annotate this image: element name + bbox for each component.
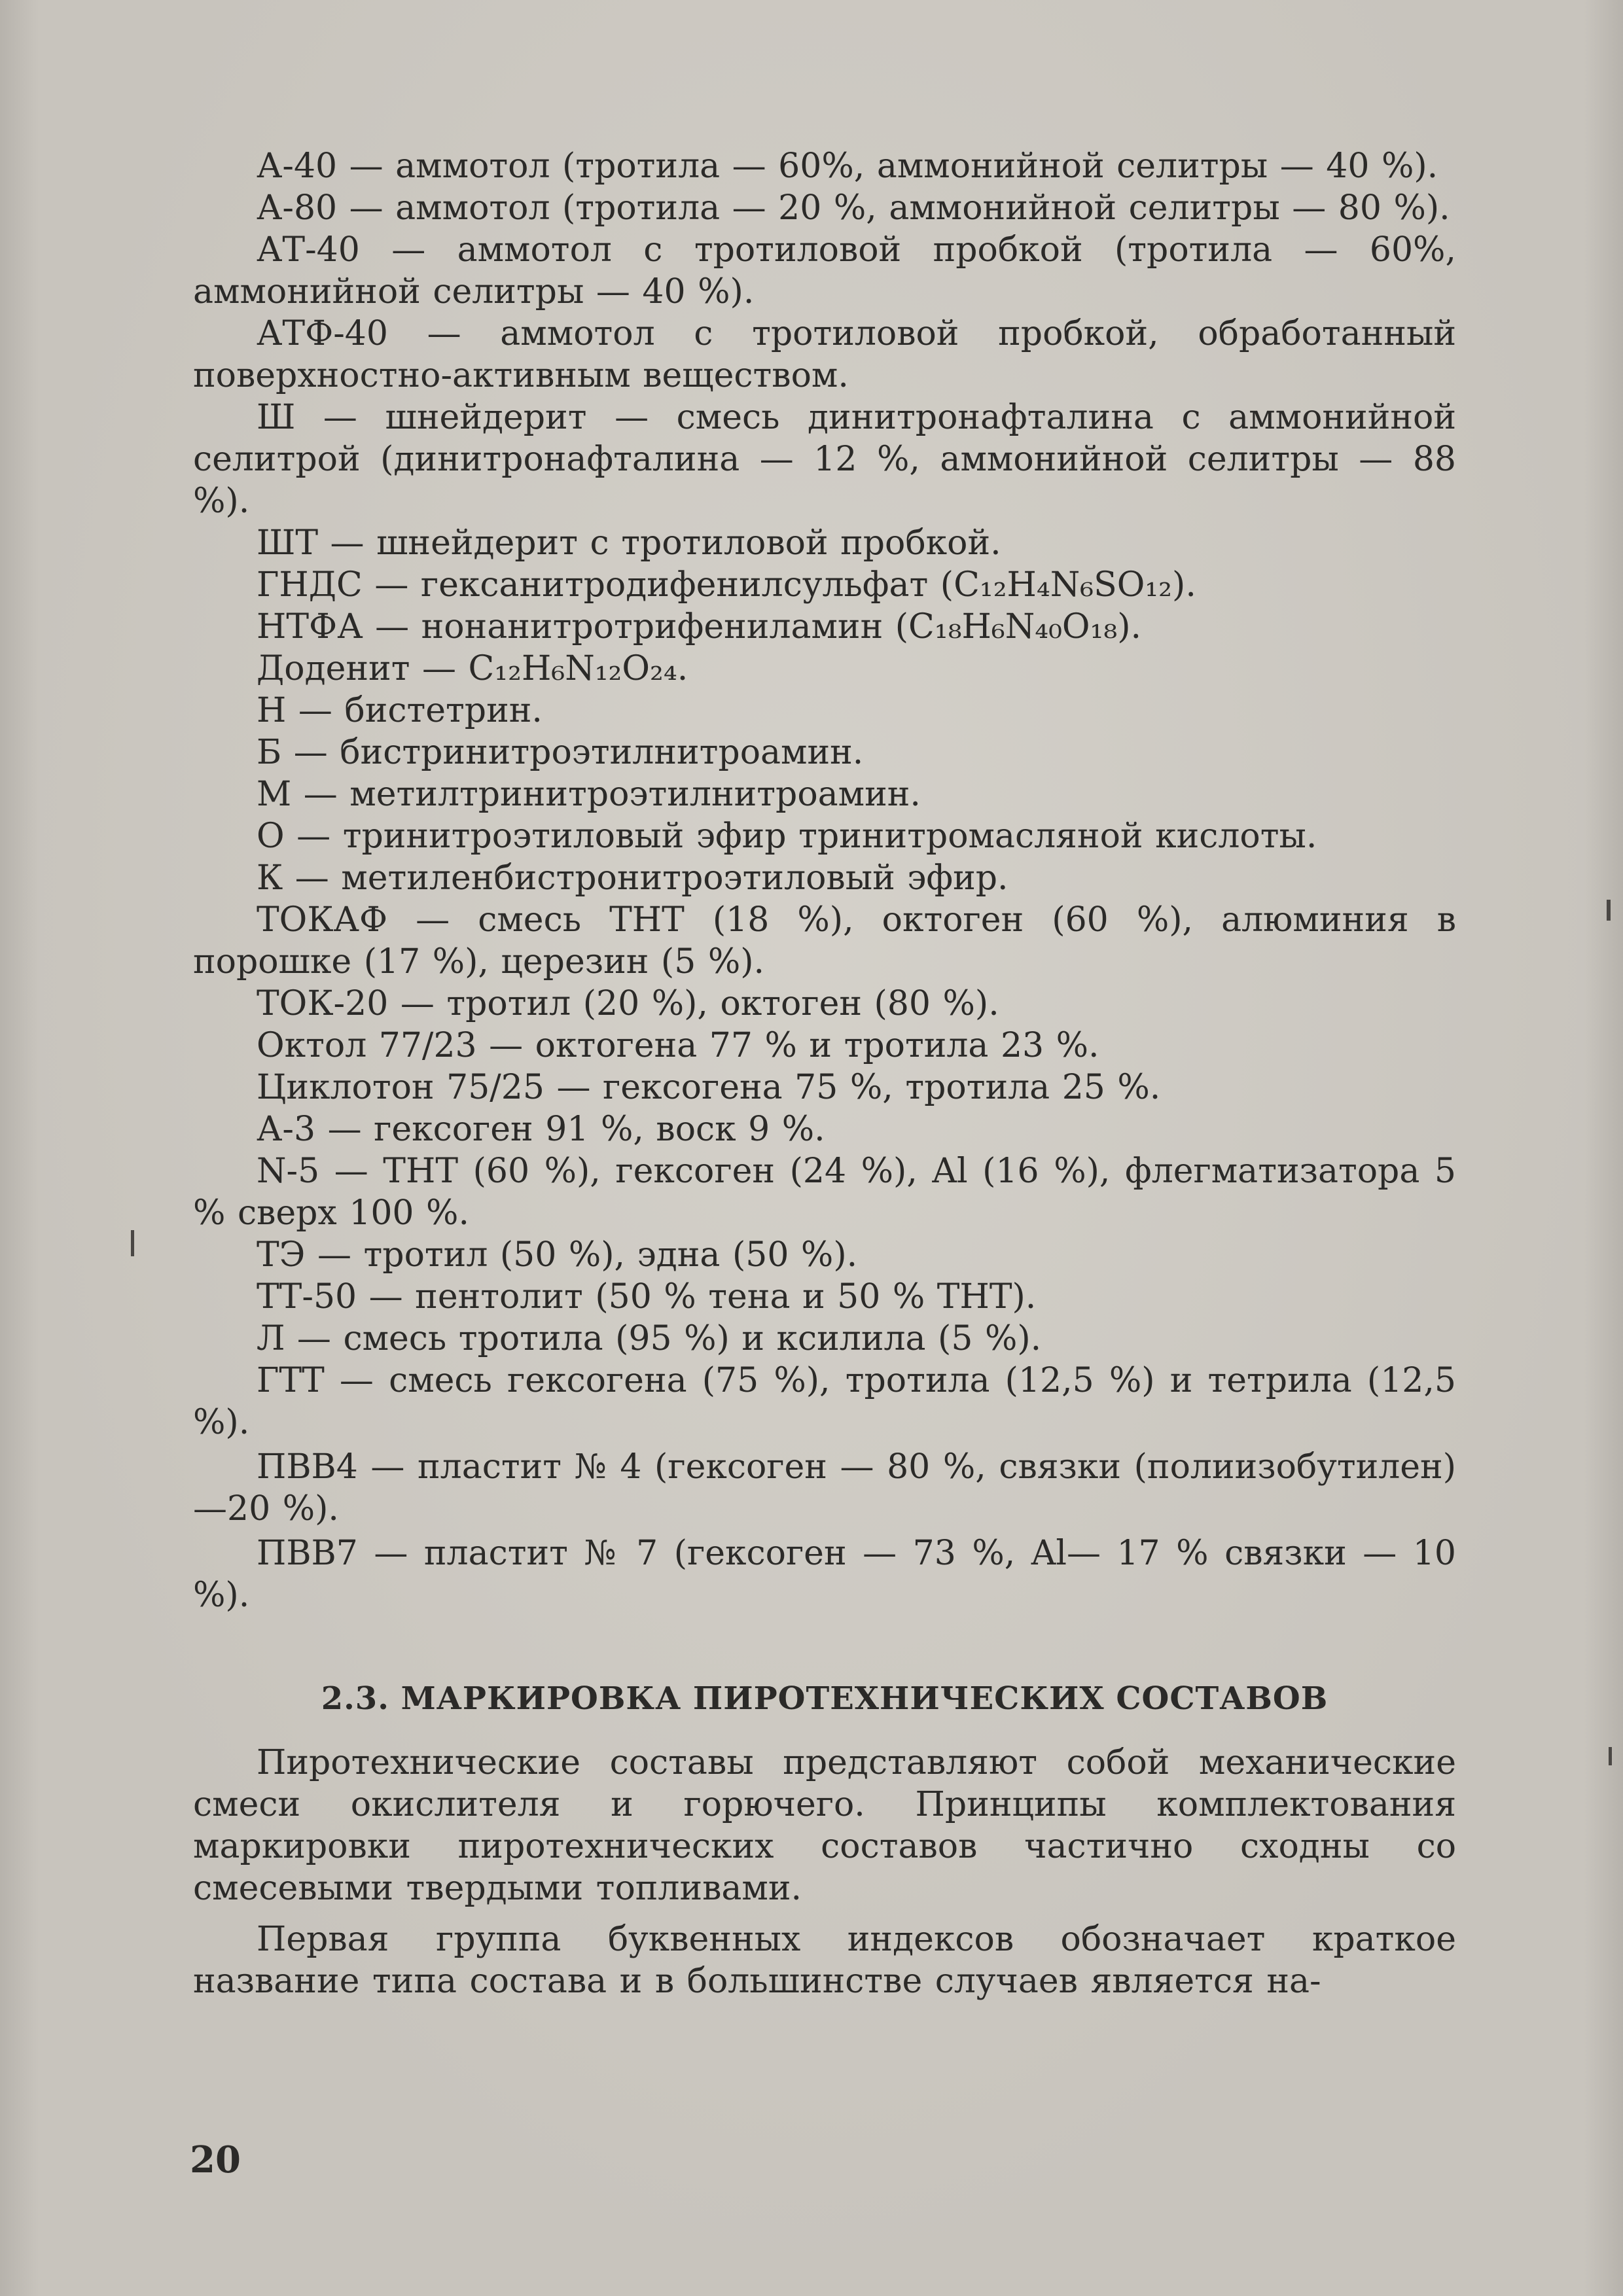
section-paragraph-2: Первая группа буквенных индексов обозначает краткое название типа состава и в большинстве случаев является на- [193,1920,1456,2001]
entry-n: Н — бистетрин. [257,691,543,730]
entry-tok20: ТОК-20 — тротил (20 %), октоген (80 %). [257,984,999,1023]
entry-m: М — метилтринитроэтилнитроамин. [257,775,921,814]
entry-k: К — метиленбистронитроэтиловый эфир. [257,858,1008,898]
entry-tsiklotron: Циклотон 75/25 — гексогена 75 %, тротила 25 %. [257,1068,1161,1107]
entry-oktol: Октол 77/23 — октогена 77 % и тротила 23 %. [257,1026,1099,1065]
page-text [193,145,1456,2011]
entry-gtt: ГТТ — смесь гексогена (75 %), тротила (12,5 %) и тетрила (12,5 %). [193,1361,1456,1442]
entry-at40: АТ-40 — аммотол с тротиловой пробкой (тротила — 60%, аммонийной селитры — 40 %). [193,230,1456,311]
page-number: 20 [190,2138,241,2181]
entry-sht: ШТ — шнейдерит с тротиловой пробкой. [257,523,1001,563]
section-heading: 2.3. МАРКИРОВКА ПИРОТЕХНИЧЕСКИХ СОСТАВОВ [321,1680,1329,1717]
entry-tt50: ТТ-50 — пентолит (50 % тена и 50 % ТНТ). [257,1277,1037,1316]
entry-tokaf: ТОКАФ — смесь ТНТ (18 %), октоген (60 %), алюминия в порошке (17 %), церезин (5 %). [193,900,1456,981]
entry-b: Б — бистринитроэтилнитроамин. [257,733,864,772]
entry-atf40: АТФ-40 — аммотол с тротиловой пробкой, обработанный поверхностно-активным веществом. [193,314,1456,395]
margin-mark [131,1230,134,1256]
entry-l: Л — смесь тротила (95 %) и ксилила (5 %). [257,1319,1042,1358]
entry-a40: А-40 — аммотол (тротила — 60%, аммонийной селитры — 40 %). [257,147,1438,186]
margin-mark [1607,900,1611,921]
entry-ntfa: НТФА — нонанитротрифениламин (C₁₈H₆N₄₀O₁₈). [257,607,1142,646]
entry-dodenit: Доденит — C₁₂H₆N₁₂O₂₄. [257,649,688,688]
section-paragraph-1: Пиротехнические составы представляют собой механические смеси окислителя и горючего. Принципы комплектования маркировки пиротехнических составов частично сходны со смесевыми твердыми топливами. [193,1743,1456,1908]
entry-a3: А-3 — гексоген 91 %, воск 9 %. [257,1110,825,1149]
entry-a80: А-80 — аммотол (тротила — 20 %, аммонийной селитры — 80 %). [257,188,1450,228]
entry-te: ТЭ — тротил (50 %), эдна (50 %). [257,1235,858,1275]
margin-mark [1609,1747,1612,1765]
entry-gnds: ГНДС — гексанитродифенилсульфат (C₁₂H₄N₆SO₁₂). [257,565,1196,605]
entry-n5: N-5 — ТНТ (60 %), гексоген (24 %), Al (16 %), флегматизатора 5 % сверх 100 %. [193,1152,1456,1233]
entry-pvv4: ПВВ4 — пластит № 4 (гексоген — 80 %, связки (полиизобутилен)—20 %). [193,1447,1456,1528]
entry-o: О — тринитроэтиловый эфир тринитромасляной кислоты. [257,817,1317,856]
entry-sh: Ш — шнейдерит — смесь динитронафталина с аммонийной селитрой (динитронафталина — 12 %, аммонийной селитры — 88 %). [193,398,1456,521]
entry-pvv7: ПВВ7 — пластит № 7 (гексоген — 73 %, Al— 17 % связки — 10 %). [193,1534,1456,1615]
